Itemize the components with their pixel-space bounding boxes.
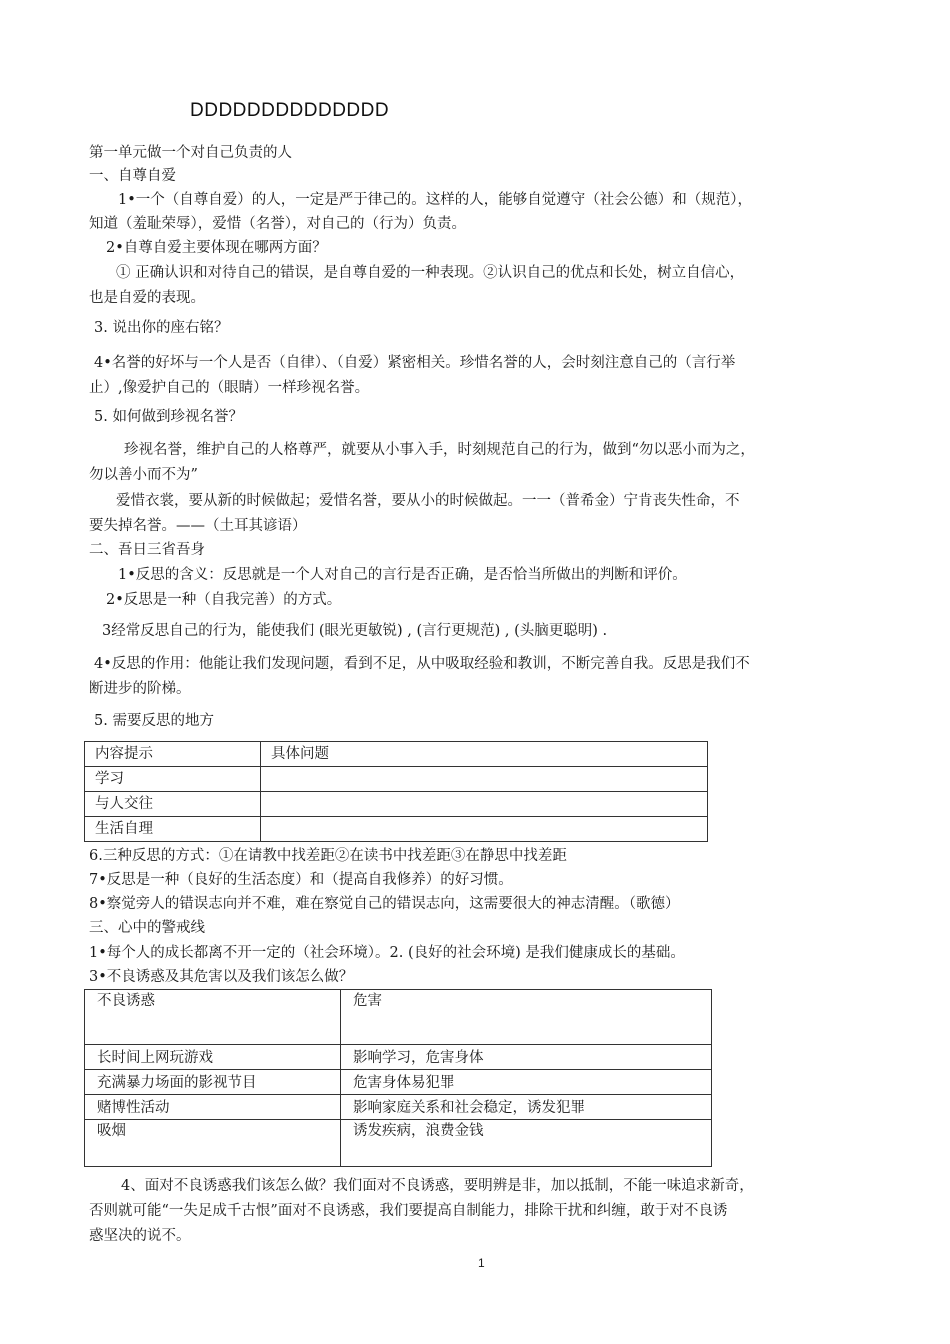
section-1-heading: 一、自尊自爱	[89, 168, 176, 184]
table-cell: 吸烟	[85, 1120, 341, 1167]
paragraph: 1•一个（自尊自爱）的人，一定是严于律己的。这样的人，能够自觉遵守（社会公德）和（规范），	[118, 192, 753, 208]
table-row	[85, 792, 708, 817]
table-cell: 与人交往	[85, 792, 261, 817]
table-cell: 影响家庭关系和社会稳定，诱发犯罪	[341, 1095, 712, 1120]
document-title: DDDDDDDDDDDDDD	[190, 100, 390, 121]
table-cell: 赌博性活动	[85, 1095, 341, 1120]
paragraph: 1•反思的含义：反思就是一个人对自己的言行是否正确，是否恰当所做出的判断和评价。	[118, 567, 687, 583]
paragraph: 5. 如何做到珍视名誉？	[94, 409, 243, 425]
table-header-cell: 内容提示	[85, 742, 261, 767]
table-row	[85, 767, 708, 792]
table-row	[85, 817, 708, 842]
table-cell: 影响学习，危害身体	[341, 1045, 712, 1070]
section-2-heading: 二、吾日三省吾身	[89, 542, 205, 558]
table-header-row	[85, 990, 712, 1045]
paragraph: 8•察觉旁人的错误志向并不难，难在察觉自己的错误志向，这需要很大的神志清醒。（歌德）	[89, 896, 680, 912]
table-row	[85, 1045, 712, 1070]
table-cell	[261, 817, 708, 842]
table-cell: 诱发疾病，浪费金钱	[341, 1120, 712, 1167]
paragraph: 6.三种反思的方式：①在请教中找差距②在读书中找差距③在静思中找差距	[89, 848, 567, 864]
unit-title: 第一单元做一个对自己负责的人	[89, 145, 292, 161]
paragraph: 勿以善小而不为”	[89, 467, 198, 483]
paragraph: 7•反思是一种（良好的生活态度）和（提高自我修养）的好习惯。	[89, 872, 513, 888]
section-3-heading: 三、心中的警戒线	[89, 920, 205, 936]
table-cell	[261, 767, 708, 792]
paragraph: 1•每个人的成长都离不开一定的（社会环境）。2. (良好的社会环境) 是我们健康成长的基础。	[89, 945, 685, 961]
page-number: 1	[478, 1256, 485, 1270]
paragraph: 4•名誉的好坏与一个人是否（自律）、（自爱）紧密相关。珍惜名誉的人，会时刻注意自己的（言行举	[94, 355, 736, 371]
paragraph: 也是自爱的表现。	[89, 290, 205, 306]
table-row	[85, 1095, 712, 1120]
reflection-table	[84, 741, 708, 842]
paragraph: 3. 说出你的座右铭？	[94, 320, 229, 336]
table-header-cell: 危害	[341, 990, 712, 1045]
paragraph: 珍视名誉，维护自己的人格尊严，就要从小事入手，时刻规范自己的行为，做到“勿以恶小而为之，	[124, 442, 755, 458]
paragraph: 惑坚决的说不。	[89, 1228, 191, 1244]
paragraph: 断进步的阶梯。	[89, 681, 191, 697]
paragraph: 3•不良诱惑及其危害以及我们该怎么做？	[89, 969, 354, 985]
paragraph: 4、面对不良诱惑我们该怎么做？我们面对不良诱惑，要明辨是非，加以抵制，不能一味追求新奇，	[121, 1178, 754, 1194]
paragraph: 2•自尊自爱主要体现在哪两方面？	[106, 240, 327, 256]
paragraph: 否则就可能“一失足成千古恨”面对不良诱惑，我们要提高自制能力，排除干扰和纠缠，敢于对不良诱	[89, 1203, 728, 1219]
table-cell: 充满暴力场面的影视节目	[85, 1070, 341, 1095]
paragraph: 5. 需要反思的地方	[94, 713, 214, 729]
table-header-cell: 具体问题	[261, 742, 708, 767]
table-cell	[261, 792, 708, 817]
paragraph: ① 正确认识和对待自己的错误，是自尊自爱的一种表现。②认识自己的优点和长处，树立自信心，	[116, 265, 745, 281]
table-row	[85, 1070, 712, 1095]
table-cell: 长时间上网玩游戏	[85, 1045, 341, 1070]
table-cell: 危害身体易犯罪	[341, 1070, 712, 1095]
paragraph: 爱惜衣裳，要从新的时候做起；爱惜名誉，要从小的时候做起。一一（普希金）宁肯丧失性命，不	[116, 493, 740, 509]
table-cell: 学习	[85, 767, 261, 792]
paragraph: 2•反思是一种（自我完善）的方式。	[106, 592, 342, 608]
table-header-row	[85, 742, 708, 767]
paragraph: 要失掉名誉。——（土耳其谚语）	[89, 518, 307, 534]
paragraph: 4•反思的作用：他能让我们发现问题，看到不足，从中吸取经验和教训，不断完善自我。反思是我们不	[94, 656, 750, 672]
paragraph: 3经常反思自己的行为，能使我们 (眼光更敏锐) , (言行更规范) , (头脑更聪明) .	[102, 623, 608, 639]
table-header-cell: 不良诱惑	[85, 990, 341, 1045]
temptation-table	[84, 989, 712, 1167]
table-row	[85, 1120, 712, 1167]
table-cell: 生活自理	[85, 817, 261, 842]
paragraph: 止）,像爱护自己的（眼睛）一样珍视名誉。	[89, 380, 370, 396]
paragraph: 知道（羞耻荣辱），爱惜（名誉），对自己的（行为）负责。	[89, 216, 466, 232]
